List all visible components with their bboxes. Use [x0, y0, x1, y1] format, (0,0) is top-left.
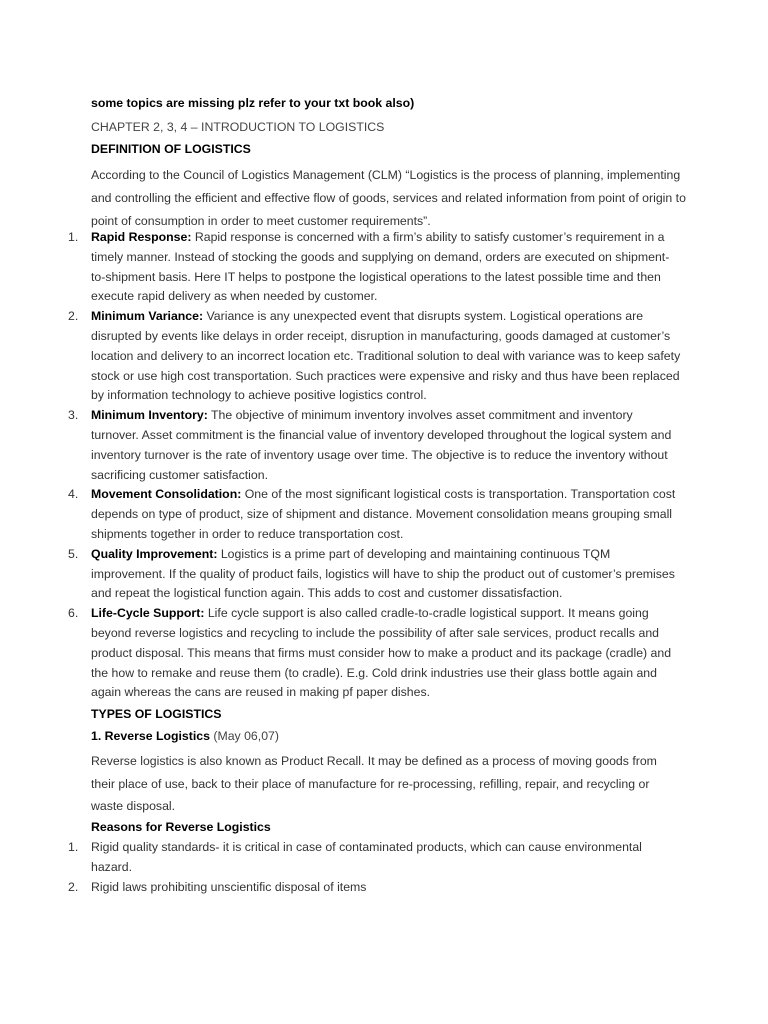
reverse-logistics-date: (May 06,07) — [209, 729, 279, 743]
list-term: Minimum Variance: — [91, 309, 204, 324]
list-term: Minimum Inventory: — [91, 408, 208, 423]
list-text — [91, 545, 681, 604]
list-number: 5. — [68, 546, 79, 561]
types-heading: TYPES OF LOGISTICS — [91, 707, 222, 721]
list-number: 2. — [68, 879, 79, 894]
list-text — [91, 307, 681, 406]
list-body: The objective of minimum inventory involves asset commitment and inventory turnover. Asset commitment is the financial value of inventory developed throughout the logical system and inventory turnover is the rate of inventory usage over time. The objective is to reduce the inventory without sacrificing customer satisfaction. — [91, 408, 672, 482]
list-item — [0, 228, 700, 307]
objectives-list — [0, 228, 700, 703]
reverse-logistics-title: 1. Reverse Logistics — [91, 729, 210, 743]
list-text — [91, 604, 681, 703]
list-number: 1. — [68, 230, 79, 244]
list-number: 6. — [68, 606, 79, 621]
list-term: Movement Consolidation: — [91, 487, 242, 502]
list-body: Variance is any unexpected event that disrupts system. Logistical operations are disrupted by events like delays in order receipt, disruption in manufacturing, goods damaged at customer’s location and delivery to an incorrect location etc. Traditional solution to deal with variance was to keep safety stock or use high cost transportation. Such practices were expensive and risky and thus have been replaced by information technology to achieve positive logistics control. — [91, 309, 681, 403]
list-term: Quality Improvement: — [91, 546, 218, 561]
list-term: Rapid Response: — [91, 230, 192, 244]
list-term: Life-Cycle Support: — [91, 606, 205, 621]
list-text: Rigid quality standards- it is critical in case of contaminated products, which can cause environmental hazard. — [91, 840, 642, 874]
list-item — [0, 878, 700, 898]
list-item — [0, 604, 700, 703]
list-body: Logistics is a prime part of developing and maintaining continuous TQM improvement. If the quality of product fails, logistics will have to ship the product out of customer’s premises and repeat the logistical function again. This adds to cost and customer dissatisfaction. — [91, 546, 675, 601]
list-item — [0, 545, 700, 604]
reverse-logistics-paragraph: Reverse logistics is also known as Product Recall. It may be defined as a process of moving goods from their place of use, back to their place of manufacture for re-processing, refilling, repair, and recycling or waste disposal. — [91, 754, 657, 813]
list-text: Rigid laws prohibiting unscientific disposal of items — [91, 879, 367, 894]
list-body: One of the most significant logistical costs is transportation. Transportation cost depends on type of product, size of shipment and distance. Movement consolidation means grouping small shipments together in order to reduce transportation cost. — [91, 487, 676, 541]
list-text — [91, 228, 681, 307]
reasons-list — [0, 838, 700, 897]
definition-paragraph: According to the Council of Logistics Management (CLM) “Logistics is the process of planning, implementing and controlling the efficient and effective flow of goods, services and related information from point of origin to point of consumption in order to meet customer requirements”. — [91, 168, 686, 228]
list-item — [0, 307, 700, 406]
definition-heading: DEFINITION OF LOGISTICS — [91, 142, 251, 156]
list-text — [91, 485, 681, 544]
reverse-logistics-heading — [91, 729, 691, 743]
reasons-heading: Reasons for Reverse Logistics — [91, 820, 271, 834]
list-item — [0, 838, 700, 878]
list-number: 2. — [68, 309, 79, 324]
list-body: Rapid response is concerned with a firm’s ability to satisfy customer’s requirement in a timely manner. Instead of stocking the goods and supplying on demand, orders are executed on shipment-to-shipment basis. Here IT helps to postpone the logistical operations to the latest possible time and then execute rapid delivery as when needed by customer. — [91, 230, 670, 304]
note-text: some topics are missing plz refer to your txt book also) — [91, 96, 415, 110]
list-text — [91, 406, 681, 485]
list-item — [0, 406, 700, 485]
chapter-title: CHAPTER 2, 3, 4 – INTRODUCTION TO LOGISTICS — [91, 120, 385, 134]
list-number: 4. — [68, 487, 79, 502]
list-number: 1. — [68, 840, 79, 854]
list-body: Life cycle support is also called cradle-to-cradle logistical support. It means going beyond reverse logistics and recycling to include the possibility of after sale services, product recalls and product disposal. This means that firms must consider how to make a product and its package (cradle) and the how to remake and reuse them (to cradle). E.g. Cold drink industries use their glass bottle again and again whereas the cans are reused in making pf paper dishes. — [91, 606, 672, 700]
list-item — [0, 485, 700, 544]
list-number: 3. — [68, 408, 79, 423]
